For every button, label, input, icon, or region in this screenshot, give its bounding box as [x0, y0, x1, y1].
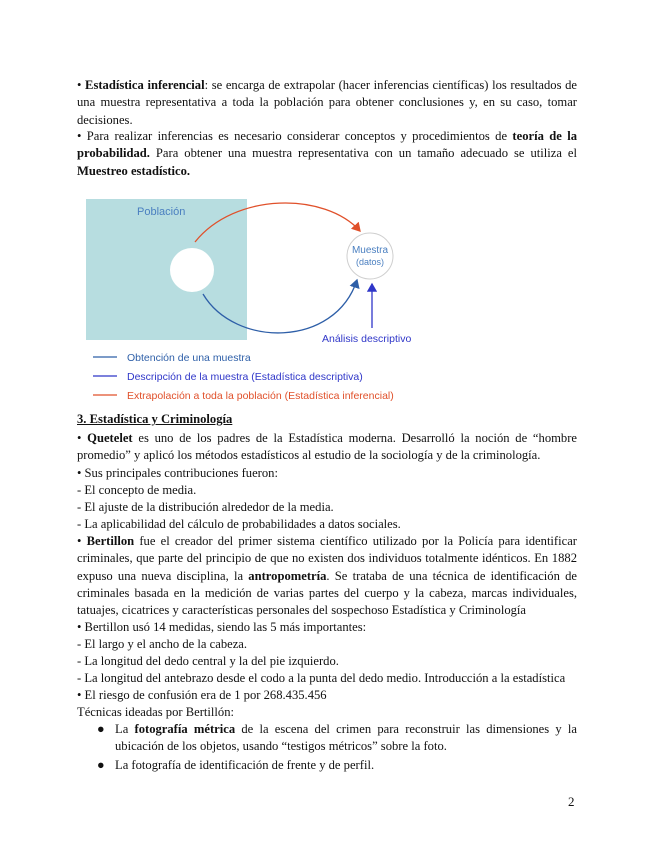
section-heading: 3. Estadística y Criminología	[77, 412, 233, 426]
population-label: Población	[137, 206, 186, 218]
name-bertillon: Bertillon	[86, 534, 135, 548]
sample-sublabel: (datos)	[355, 257, 385, 267]
term-anthropometry: antropometría	[248, 568, 327, 583]
bullet: •	[77, 534, 87, 548]
list-bullet: ●	[97, 722, 105, 736]
name-quetelet: Quetelet	[87, 431, 133, 445]
text-line: - La aplicabilidad del cálculo de probabilidades a datos sociales.	[77, 517, 401, 531]
list-item	[115, 757, 577, 774]
term-metric-photo: fotografía métrica	[134, 722, 236, 736]
text-line: • Bertillon usó 14 medidas, siendo las 5 más importantes:	[77, 620, 367, 634]
text-line: • Sus principales contribuciones fueron:	[77, 466, 278, 480]
paragraph-text: . Se trataba de una técnica de identificación de criminales basada en la medición de varias partes del cuerpo y la cabeza, marcas individuales, tatuajes, cicatrices y características personales del sospechoso Estadística y Criminología	[77, 568, 577, 618]
list-item	[115, 721, 577, 756]
term-inferential: Estadística inferencial	[85, 78, 205, 92]
sample-circle-population	[170, 248, 214, 292]
text-line: • El riesgo de confusión era de 1 por 268.435.456	[77, 688, 327, 702]
legend-inferential: Extrapolación a toda la población (Estadística inferencial)	[127, 390, 394, 402]
text-line: Técnicas ideadas por Bertillón:	[77, 705, 235, 719]
paragraph-quetelet	[77, 430, 577, 465]
descriptive-label: Análisis descriptivo	[322, 333, 412, 345]
paragraph-text: • Para realizar inferencias es necesario considerar conceptos y procedimientos de	[77, 129, 513, 143]
list-item-text: La	[115, 722, 135, 736]
text-line: - El ajuste de la distribución alrededor de la media.	[77, 500, 334, 514]
bullet: •	[77, 78, 86, 92]
statistics-diagram	[85, 198, 465, 408]
paragraph-text: Para obtener una muestra representativa con un tamaño adecuado se utiliza el	[149, 146, 577, 161]
list-item-text: de la escena del crimen para reconstruir las dimensiones y la ubicación de los objetos, usando “testigos métricos” sobre la foto.	[115, 722, 577, 754]
bullet: •	[77, 431, 88, 445]
paragraph-text: es uno de los padres de la Estadística moderna. Desarrolló la noción de “hombre promedio” y aplicó los métodos estadísticos al estudio de la sociología y de la criminología.	[77, 431, 577, 463]
text-line: - La longitud del dedo central y la del pie izquierdo.	[77, 654, 339, 668]
paragraph-text: : se encarga de extrapolar (hacer inferencias científicas) los resultados de una muestra representativa a toda la población para obtener conclusiones y, en su caso, tomar decisiones.	[77, 78, 577, 127]
term-probability: teoría de la probabilidad.	[77, 129, 577, 161]
page-number: 2	[568, 794, 575, 809]
paragraph-probability	[77, 128, 577, 180]
legend-descriptive: Descripción de la muestra (Estadística descriptiva)	[127, 371, 363, 383]
paragraph-text: fue el creador del primer sistema científico utilizado por la Policía para identificar criminales, que parte del principio de que no existen dos individuos totalmente idénticos. En 1882 expuso una nueva disciplina, la	[77, 534, 578, 583]
sample-label: Muestra	[351, 245, 389, 256]
list-bullet: ●	[97, 758, 105, 772]
term-sampling: Muestreo estadístico.	[77, 163, 191, 178]
legend-sampling: Obtención de una muestra	[127, 352, 251, 364]
paragraph-bertillon	[77, 533, 577, 619]
text-line: - La longitud del antebrazo desde el codo a la punta del dedo medio. Introducción a la estadística	[77, 671, 566, 685]
text-line: - El concepto de media.	[77, 483, 197, 497]
list-item-text: La fotografía de identificación de frente y de perfil.	[115, 758, 375, 772]
sample-circle	[347, 233, 393, 279]
paragraph-inferential	[77, 77, 577, 129]
text-line: - El largo y el ancho de la cabeza.	[77, 637, 248, 651]
population-box	[86, 199, 247, 340]
